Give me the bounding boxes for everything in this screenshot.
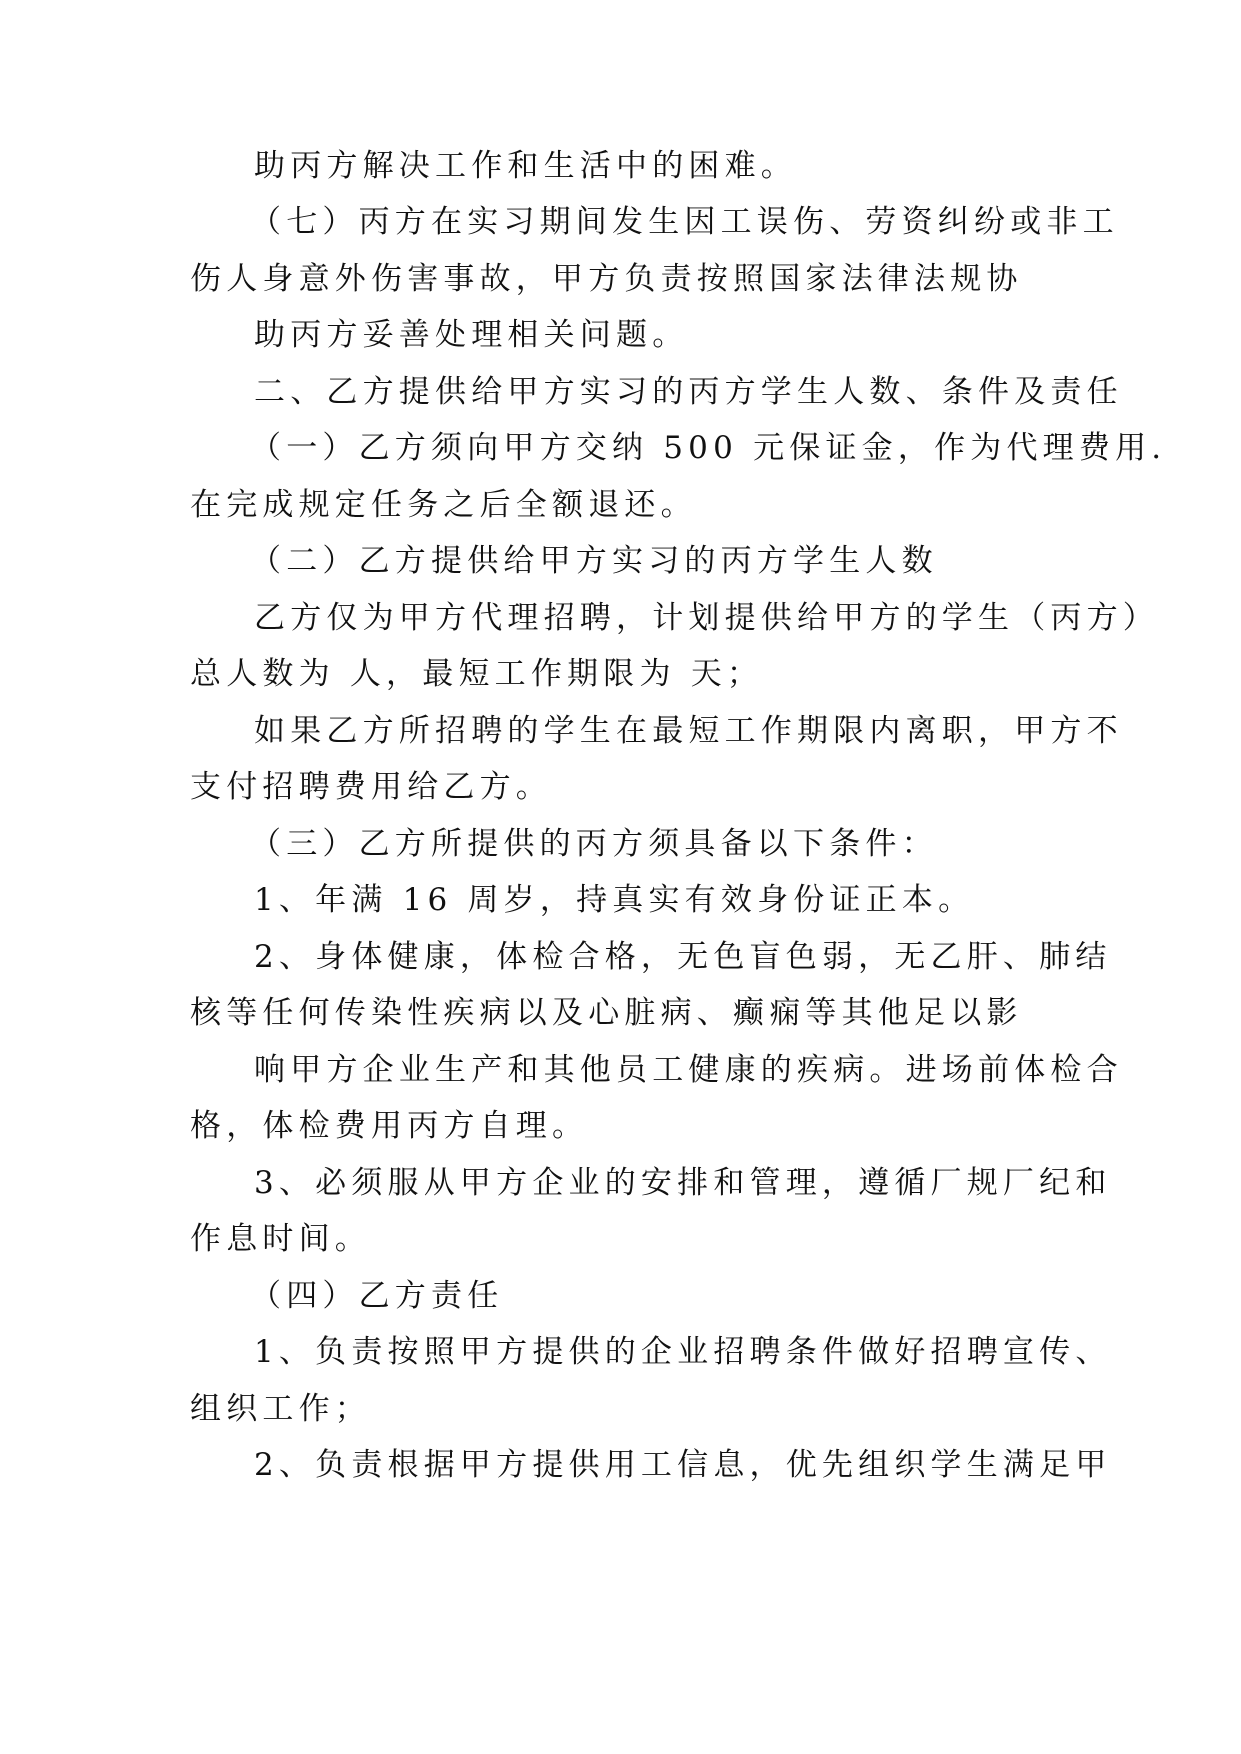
text-line: 2、负责根据甲方提供用工信息，优先组织学生满足甲 xyxy=(254,1447,1112,1483)
text-line: 3、必须服从甲方企业的安排和管理，遵循厂规厂纪和 xyxy=(254,1165,1112,1201)
text-line: 1、年满 16 周岁，持真实有效身份证正本。 xyxy=(254,882,975,918)
text-line: 2、身体健康，体检合格，无色盲色弱，无乙肝、肺结 xyxy=(254,939,1112,975)
text-line: 响甲方企业生产和其他员工健康的疾病。进场前体检合 xyxy=(254,1052,1123,1088)
text-line: 助丙方妥善处理相关问题。 xyxy=(254,317,689,353)
text-line: （七）丙方在实习期间发生因工误伤、劳资纠纷或非工 xyxy=(250,204,1119,240)
text-line: （三）乙方所提供的丙方须具备以下条件： xyxy=(250,826,938,862)
text-line: 1、负责按照甲方提供的企业招聘条件做好招聘宣传、 xyxy=(254,1334,1112,1370)
text-line: 格，体检费用丙方自理。 xyxy=(190,1108,589,1144)
text-line: 乙方仅为甲方代理招聘，计划提供给甲方的学生（丙方） xyxy=(254,600,1159,636)
text-line: 伤人身意外伤害事故，甲方负责按照国家法律法规协 xyxy=(190,261,1023,297)
text-line: 如果乙方所招聘的学生在最短工作期限内离职，甲方不 xyxy=(254,713,1123,749)
text-line: 核等任何传染性疾病以及心脏病、癫痫等其他足以影 xyxy=(190,995,1023,1031)
text-line: （二）乙方提供给甲方实习的丙方学生人数 xyxy=(250,543,938,579)
text-line: （一）乙方须向甲方交纳 500 元保证金，作为代理费用. xyxy=(250,430,1167,466)
text-line: 二、乙方提供给甲方实习的丙方学生人数、条件及责任 xyxy=(254,374,1123,410)
text-line: 总人数为 人，最短工作期限为 天； xyxy=(190,656,764,692)
text-line: （四）乙方责任 xyxy=(250,1278,504,1314)
text-line: 组织工作； xyxy=(190,1391,371,1427)
text-line: 助丙方解决工作和生活中的困难。 xyxy=(254,148,797,184)
text-line: 作息时间。 xyxy=(190,1221,371,1257)
text-line: 在完成规定任务之后全额退还。 xyxy=(190,487,697,523)
text-line: 支付招聘费用给乙方。 xyxy=(190,769,552,805)
